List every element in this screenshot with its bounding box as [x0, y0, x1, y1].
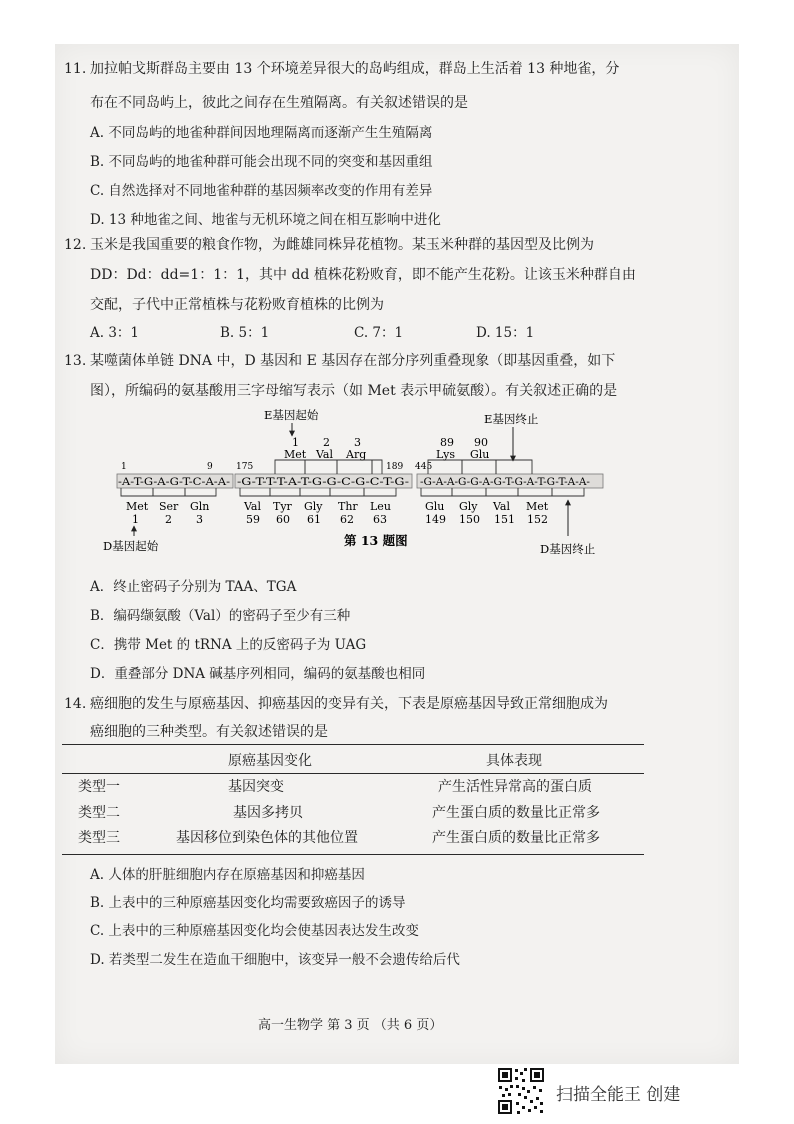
- e-amino-acid: Arg: [346, 448, 367, 461]
- q14-number: 14.: [64, 696, 87, 712]
- q12-stem-line1: 玉米是我国重要的粮食作物，为雌雄同株异花植物。某玉米种群的基因型及比例为: [90, 237, 594, 253]
- d-amino-acid: Gly: [304, 500, 323, 513]
- d-amino-acid: Met: [126, 500, 149, 513]
- e-codon-number: 2: [323, 436, 330, 449]
- table-cell-effect: 产生蛋白质的数量比正常多: [432, 805, 600, 821]
- q13-option-d: D．重叠部分 DNA 碱基序列相同，编码的氨基酸也相同: [90, 666, 426, 682]
- q12-option-c: C. 7：1: [354, 325, 404, 341]
- table-cell-effect: 产生活性异常高的蛋白质: [438, 779, 592, 795]
- q13-option-c: C．携带 Met 的 tRNA 上的反密码子为 UAG: [90, 637, 367, 653]
- dna-sequence-2: -G-T-T-T-A-T-G-G-C-G-C-T-G-: [237, 476, 410, 488]
- table-top-rule: [62, 744, 644, 745]
- q14-option-c: C. 上表中的三种原癌基因变化均会使基因表达发生改变: [90, 923, 419, 939]
- q11-number: 11.: [64, 61, 87, 77]
- d-amino-acid: Thr: [338, 500, 358, 513]
- table-cell-type: 类型二: [78, 805, 120, 821]
- position-label: 445: [415, 462, 433, 472]
- e-codon-number: 90: [474, 436, 488, 449]
- q12-stem-line2: DD：Dd：dd=1：1：1，其中 dd 植株花粉败育，即不能产生花粉。让该玉米种群自由: [90, 267, 636, 283]
- d-amino-acid: Gly: [459, 500, 478, 513]
- table-header-effect: 具体表现: [486, 753, 542, 769]
- dna-sequence-1: -A-T-G-A-G-T-C-A-A-: [118, 476, 231, 488]
- q13-number: 13.: [64, 353, 87, 369]
- d-codon-number: 149: [425, 513, 446, 526]
- d-codon-number: 59: [246, 513, 260, 526]
- q13-stem-line1: 某噬菌体单链 DNA 中，D 基因和 E 基因存在部分序列重叠现象（即基因重叠，如下: [90, 353, 616, 369]
- q14-option-b: B. 上表中的三种原癌基因变化均需要致癌因子的诱导: [90, 895, 406, 911]
- scanner-watermark: 扫描全能王 创建: [556, 1085, 681, 1105]
- d-codon-number: 63: [373, 513, 387, 526]
- d-codon-brackets: [121, 488, 584, 496]
- d-amino-acid: Met: [526, 500, 549, 513]
- d-codon-number: 2: [165, 513, 172, 526]
- q11-option-d: D. 13 种地雀之间、地雀与无机环境之间在相互影响中进化: [90, 212, 441, 228]
- q13-option-a: A．终止密码子分别为 TAA、TGA: [90, 579, 297, 595]
- d-gene-start-label: D基因起始: [103, 539, 159, 553]
- d-codon-number: 62: [340, 513, 354, 526]
- position-label: 1: [121, 462, 127, 472]
- e-amino-acid: Val: [316, 448, 334, 461]
- q11-option-a: A. 不同岛屿的地雀种群间因地理隔离而逐渐产生生殖隔离: [90, 125, 433, 141]
- q11-option-b: B. 不同岛屿的地雀种群可能会出现不同的突变和基因重组: [90, 154, 433, 170]
- table-cell-change: 基因多拷贝: [233, 805, 303, 821]
- e-codon-number: 1: [292, 436, 299, 449]
- table-header-rule: [62, 773, 644, 774]
- table-bottom-rule: [62, 854, 644, 855]
- d-amino-acid: Val: [493, 500, 511, 513]
- e-amino-acid: Glu: [470, 448, 490, 461]
- q13-option-b: B．编码缬氨酸（Val）的密码子至少有三种: [90, 608, 351, 624]
- d-amino-acid: Glu: [425, 500, 445, 513]
- q12-stem-line3: 交配，子代中正常植株与花粉败育植株的比例为: [90, 297, 384, 313]
- e-amino-acid: Lys: [436, 448, 455, 461]
- table-cell-type: 类型一: [78, 779, 120, 795]
- e-codon-brackets: [275, 460, 532, 474]
- d-amino-acid: Gln: [190, 500, 210, 513]
- d-codon-number: 60: [276, 513, 290, 526]
- d-amino-acid: Leu: [370, 500, 391, 513]
- table-cell-change: 基因移位到染色体的其他位置: [176, 830, 358, 846]
- position-label: 9: [207, 462, 213, 472]
- q13-stem-line2: 图），所编码的氨基酸用三字母缩写表示（如 Met 表示甲硫氨酸）。有关叙述正确的是: [90, 383, 618, 399]
- table-cell-type: 类型三: [78, 830, 120, 846]
- e-gene-start-label: E基因起始: [264, 408, 319, 422]
- d-amino-acid: Tyr: [273, 500, 292, 513]
- e-codon-number: 3: [354, 436, 361, 449]
- figure-caption: 第 13 题图: [344, 533, 408, 548]
- q12-number: 12.: [64, 237, 87, 253]
- d-codon-number: 1: [132, 513, 139, 526]
- q12-option-a: A. 3：1: [90, 325, 140, 341]
- q11-option-c: C. 自然选择对不同地雀种群的基因频率改变的作用有差异: [90, 183, 433, 199]
- d-codon-number: 3: [196, 513, 203, 526]
- q11-stem-line2: 布在不同岛屿上，彼此之间存在生殖隔离。有关叙述错误的是: [90, 95, 468, 111]
- q14-option-d: D. 若类型二发生在造血干细胞中，该变异一般不会遗传给后代: [90, 952, 460, 968]
- d-gene-end-label: D基因终止: [540, 542, 596, 556]
- table-header-change: 原癌基因变化: [228, 753, 312, 769]
- d-codon-number: 150: [459, 513, 480, 526]
- position-label: 189: [386, 462, 404, 472]
- q14-option-a: A. 人体的肝脏细胞内存在原癌基因和抑癌基因: [90, 867, 365, 883]
- d-amino-acid: Ser: [159, 500, 179, 513]
- dna-sequence-3: -G-A-A-G-G-A-G-T-G-A-T-G-T-A-A-: [420, 476, 591, 488]
- q14-stem-line1: 癌细胞的发生与原癌基因、抑癌基因的变异有关，下表是原癌基因导致正常细胞成为: [90, 696, 608, 712]
- e-amino-acid: Met: [284, 448, 307, 461]
- d-amino-acid: Val: [244, 500, 262, 513]
- e-codon-number: 89: [440, 436, 454, 449]
- page-footer: 高一生物学 第 3 页 （共 6 页）: [258, 1018, 443, 1033]
- d-codon-number: 151: [494, 513, 515, 526]
- e-gene-end-label: E基因终止: [484, 412, 539, 426]
- d-codon-number: 61: [307, 513, 321, 526]
- table-cell-change: 基因突变: [228, 779, 284, 795]
- d-codon-number: 152: [527, 513, 548, 526]
- q12-option-b: B. 5：1: [220, 325, 270, 341]
- q14-stem-line2: 癌细胞的三种类型。有关叙述错误的是: [90, 724, 328, 740]
- position-label: 175: [236, 462, 254, 472]
- qr-code-icon: [496, 1066, 546, 1116]
- table-cell-effect: 产生蛋白质的数量比正常多: [432, 830, 600, 846]
- q11-stem-line1: 加拉帕戈斯群岛主要由 13 个环境差异很大的岛屿组成，群岛上生活着 13 种地雀，分: [90, 61, 620, 77]
- q12-option-d: D. 15：1: [476, 325, 535, 341]
